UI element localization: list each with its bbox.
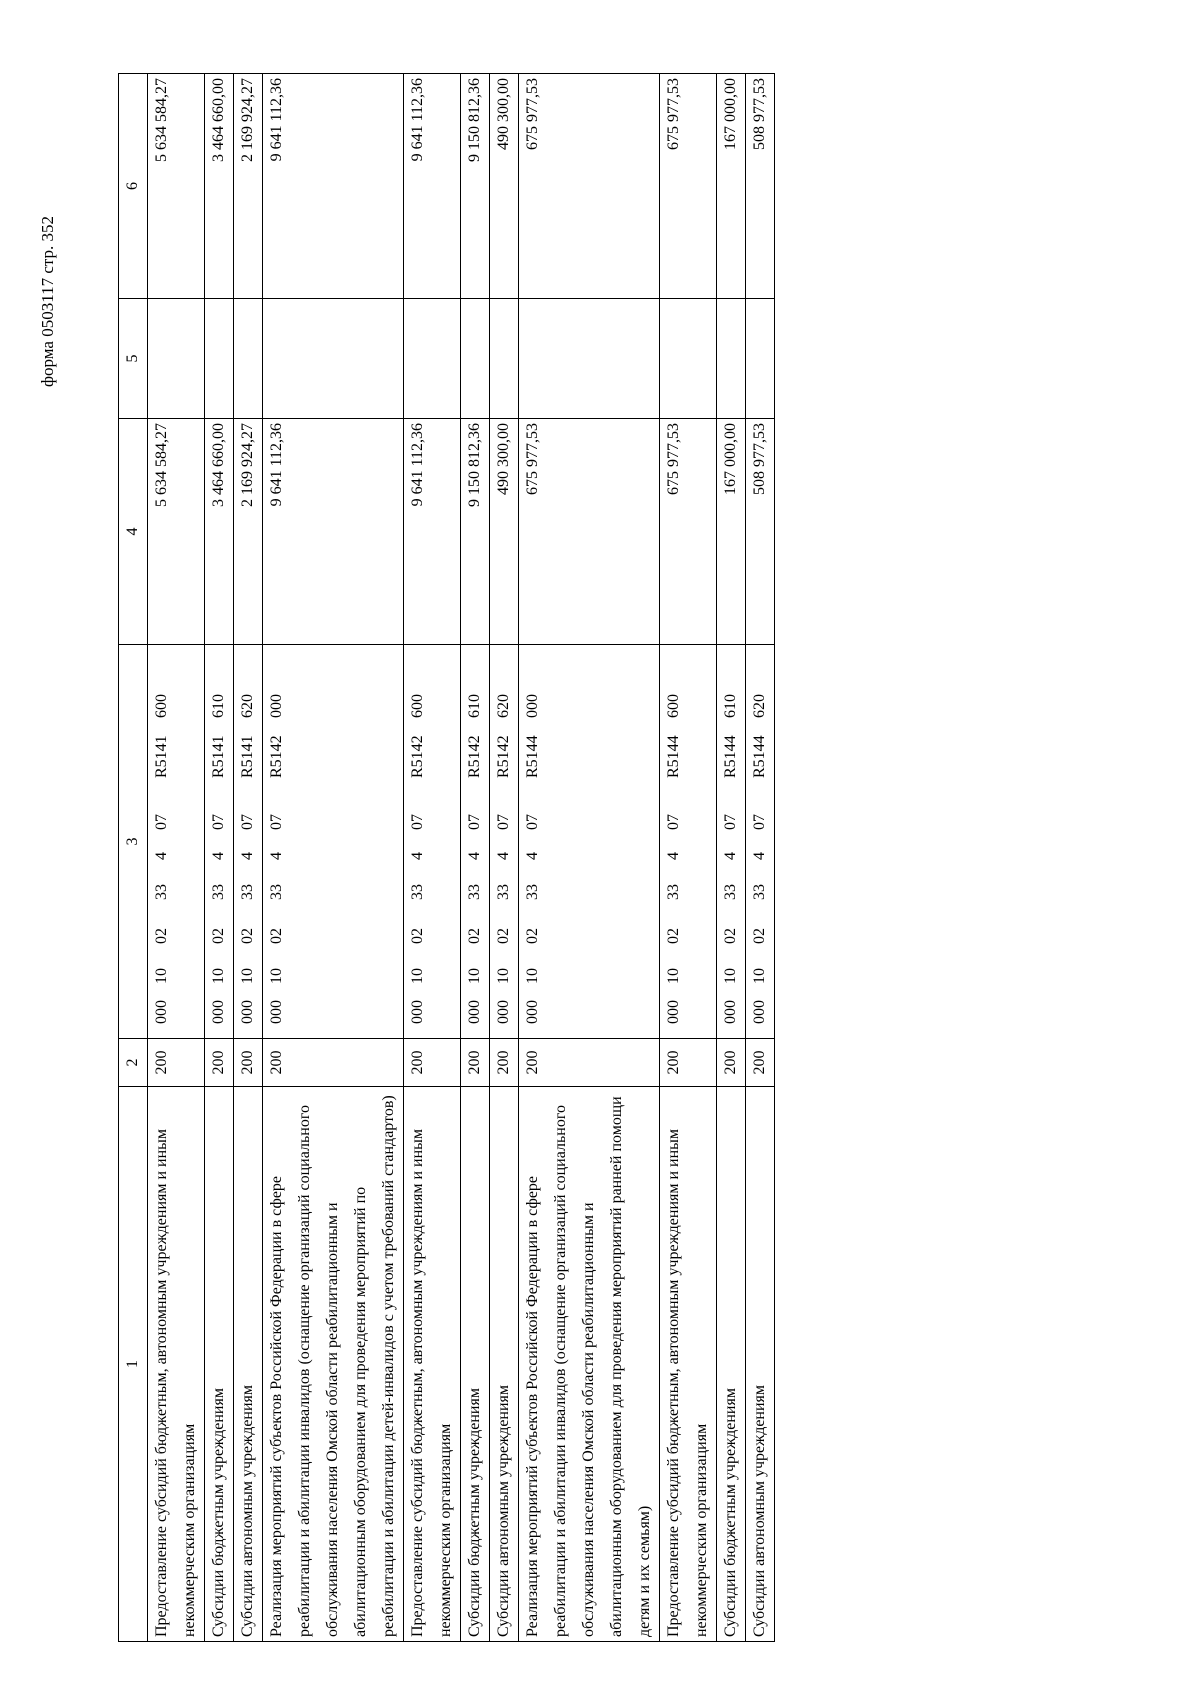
row-name: Предоставление субсидий бюджетным, автономным учреждениям и иным некоммерческим организациям — [404, 1087, 461, 1642]
code-part: 33 — [409, 884, 426, 900]
code-part: 33 — [153, 884, 170, 900]
header-col-3: 3 — [119, 645, 148, 1039]
code-part: 610 — [466, 694, 483, 718]
code-part: 10 — [268, 968, 285, 984]
code-part: 10 — [409, 968, 426, 984]
row-line-code: 200 — [660, 1039, 717, 1087]
table-body — [148, 74, 775, 1642]
code-part: 07 — [524, 814, 541, 830]
code-part: R5142 — [409, 735, 426, 778]
code-part: 000 — [409, 1000, 426, 1024]
code-part: 000 — [466, 1000, 483, 1024]
header-row — [119, 74, 148, 1642]
row-budget-code — [746, 645, 775, 1039]
code-part: 10 — [466, 968, 483, 984]
code-part: 600 — [665, 694, 682, 718]
row-budget-code — [461, 645, 490, 1039]
row-line-code: 200 — [234, 1039, 263, 1087]
code-part: 000 — [239, 1000, 256, 1024]
code-part: 000 — [722, 1000, 739, 1024]
code-part: 4 — [268, 852, 285, 860]
row-unexecuted-amount: 9 641 112,36 — [263, 74, 404, 299]
code-part: 02 — [239, 928, 256, 944]
code-part: 4 — [466, 852, 483, 860]
row-line-code: 200 — [490, 1039, 519, 1087]
code-part: R5141 — [210, 735, 227, 778]
code-part: 33 — [466, 884, 483, 900]
code-part: 33 — [239, 884, 256, 900]
row-unexecuted-amount: 508 977,53 — [746, 74, 775, 299]
row-line-code: 200 — [148, 1039, 205, 1087]
code-part: 07 — [210, 814, 227, 830]
code-part: 620 — [495, 694, 512, 718]
code-part: R5142 — [268, 735, 285, 778]
code-part: 07 — [409, 814, 426, 830]
code-part: 4 — [751, 852, 768, 860]
row-col5 — [519, 299, 660, 419]
row-col5 — [148, 299, 205, 419]
row-line-code: 200 — [404, 1039, 461, 1087]
code-part: R5144 — [665, 735, 682, 778]
code-part: 02 — [722, 928, 739, 944]
row-name: Субсидии автономным учреждениям — [746, 1087, 775, 1642]
row-approved-amount: 9 150 812,36 — [461, 419, 490, 645]
row-line-code: 200 — [205, 1039, 234, 1087]
row-col5 — [717, 299, 746, 419]
row-budget-code — [404, 645, 461, 1039]
code-part: 000 — [268, 694, 285, 718]
code-part: 4 — [210, 852, 227, 860]
row-col5 — [234, 299, 263, 419]
code-part: 33 — [722, 884, 739, 900]
row-unexecuted-amount: 675 977,53 — [660, 74, 717, 299]
code-part: 000 — [524, 694, 541, 718]
row-line-code: 200 — [461, 1039, 490, 1087]
code-part: 10 — [524, 968, 541, 984]
row-name: Субсидии бюджетным учреждениям — [461, 1087, 490, 1642]
row-approved-amount: 9 641 112,36 — [404, 419, 461, 645]
row-line-code: 200 — [263, 1039, 404, 1087]
code-part: 33 — [751, 884, 768, 900]
code-part: 10 — [210, 968, 227, 984]
table-row — [263, 74, 404, 1642]
row-approved-amount: 167 000,00 — [717, 419, 746, 645]
code-part: 07 — [466, 814, 483, 830]
code-part: 600 — [409, 694, 426, 718]
table-row — [490, 74, 519, 1642]
table-row — [660, 74, 717, 1642]
row-unexecuted-amount: 5 634 584,27 — [148, 74, 205, 299]
row-approved-amount: 490 300,00 — [490, 419, 519, 645]
row-approved-amount: 675 977,53 — [519, 419, 660, 645]
code-part: 610 — [210, 694, 227, 718]
code-part: 620 — [751, 694, 768, 718]
row-name: Субсидии автономным учреждениям — [234, 1087, 263, 1642]
row-approved-amount: 5 634 584,27 — [148, 419, 205, 645]
code-part: 07 — [751, 814, 768, 830]
row-name: Реализация мероприятий субъектов Российской Федерации в сфере реабилитации и абилитации инвалидов (оснащение организаций социального обслуживания населения Омской области реабилитационным и абилитационным оборудованием для проведения мероприятий по реабилитации и абилитации детей-инвалидов с учетом требований стандартов) — [263, 1087, 404, 1642]
row-col5 — [490, 299, 519, 419]
code-part: R5144 — [751, 735, 768, 778]
code-part: 33 — [524, 884, 541, 900]
header-col-1: 1 — [119, 1087, 148, 1642]
row-col5 — [404, 299, 461, 419]
table-row — [519, 74, 660, 1642]
row-unexecuted-amount: 9 150 812,36 — [461, 74, 490, 299]
code-part: 10 — [665, 968, 682, 984]
row-unexecuted-amount: 2 169 924,27 — [234, 74, 263, 299]
row-unexecuted-amount: 490 300,00 — [490, 74, 519, 299]
row-name: Реализация мероприятий субъектов Российской Федерации в сфере реабилитации и абилитации инвалидов (оснащение организаций социального обслуживания населения Омской области реабилитационным и абилитационным оборудованием для проведения мероприятий ранней помощи детям и их семьям) — [519, 1087, 660, 1642]
code-part: 000 — [153, 1000, 170, 1024]
code-part: 4 — [495, 852, 512, 860]
row-approved-amount: 3 464 660,00 — [205, 419, 234, 645]
row-approved-amount: 508 977,53 — [746, 419, 775, 645]
table-row — [234, 74, 263, 1642]
budget-table — [118, 73, 775, 1642]
code-part: 07 — [665, 814, 682, 830]
row-budget-code — [205, 645, 234, 1039]
code-part: 10 — [751, 968, 768, 984]
row-budget-code — [490, 645, 519, 1039]
code-part: R5144 — [722, 735, 739, 778]
code-part: 000 — [268, 1000, 285, 1024]
row-line-code: 200 — [519, 1039, 660, 1087]
code-part: 620 — [239, 694, 256, 718]
row-col5 — [205, 299, 234, 419]
code-part: 02 — [495, 928, 512, 944]
row-name: Субсидии автономным учреждениям — [490, 1087, 519, 1642]
code-part: 10 — [239, 968, 256, 984]
code-part: 02 — [751, 928, 768, 944]
code-part: 02 — [153, 928, 170, 944]
code-part: 000 — [751, 1000, 768, 1024]
table-row — [717, 74, 746, 1642]
code-part: 610 — [722, 694, 739, 718]
code-part: 000 — [210, 1000, 227, 1024]
code-part: 33 — [268, 884, 285, 900]
code-part: 07 — [268, 814, 285, 830]
code-part: 02 — [665, 928, 682, 944]
code-part: 10 — [722, 968, 739, 984]
code-part: 4 — [524, 852, 541, 860]
code-part: 02 — [210, 928, 227, 944]
row-name: Субсидии бюджетным учреждениям — [205, 1087, 234, 1642]
code-part: 4 — [153, 852, 170, 860]
row-line-code: 200 — [746, 1039, 775, 1087]
code-part: 000 — [524, 1000, 541, 1024]
table-row — [746, 74, 775, 1642]
code-part: 4 — [239, 852, 256, 860]
code-part: R5142 — [466, 735, 483, 778]
row-col5 — [263, 299, 404, 419]
row-name: Предоставление субсидий бюджетным, автономным учреждениям и иным некоммерческим организациям — [148, 1087, 205, 1642]
row-col5 — [746, 299, 775, 419]
table-row — [461, 74, 490, 1642]
code-part: 10 — [153, 968, 170, 984]
code-part: 02 — [409, 928, 426, 944]
code-part: 07 — [153, 814, 170, 830]
table-row — [205, 74, 234, 1642]
code-part: 33 — [210, 884, 227, 900]
code-part: R5141 — [153, 735, 170, 778]
code-part: 000 — [495, 1000, 512, 1024]
row-unexecuted-amount: 167 000,00 — [717, 74, 746, 299]
code-part: 4 — [722, 852, 739, 860]
row-budget-code — [519, 645, 660, 1039]
row-unexecuted-amount: 3 464 660,00 — [205, 74, 234, 299]
code-part: R5144 — [524, 735, 541, 778]
row-name: Субсидии бюджетным учреждениям — [717, 1087, 746, 1642]
table-row — [148, 74, 205, 1642]
row-unexecuted-amount: 9 641 112,36 — [404, 74, 461, 299]
code-part: 02 — [268, 928, 285, 944]
row-line-code: 200 — [717, 1039, 746, 1087]
code-part: 600 — [153, 694, 170, 718]
row-approved-amount: 675 977,53 — [660, 419, 717, 645]
code-part: R5141 — [239, 735, 256, 778]
header-col-4: 4 — [119, 419, 148, 645]
form-label: форма 0503117 стр. 352 — [38, 216, 57, 387]
row-name: Предоставление субсидий бюджетным, автономным учреждениям и иным некоммерческим организациям — [660, 1087, 717, 1642]
row-budget-code — [660, 645, 717, 1039]
code-part: 07 — [722, 814, 739, 830]
code-part: 02 — [524, 928, 541, 944]
row-approved-amount: 9 641 112,36 — [263, 419, 404, 645]
code-part: 4 — [665, 852, 682, 860]
code-part: 000 — [665, 1000, 682, 1024]
row-approved-amount: 2 169 924,27 — [234, 419, 263, 645]
row-budget-code — [717, 645, 746, 1039]
code-part: 07 — [495, 814, 512, 830]
row-budget-code — [263, 645, 404, 1039]
row-col5 — [461, 299, 490, 419]
code-part: 10 — [495, 968, 512, 984]
table-row — [404, 74, 461, 1642]
row-unexecuted-amount: 675 977,53 — [519, 74, 660, 299]
row-budget-code — [234, 645, 263, 1039]
header-col-2: 2 — [119, 1039, 148, 1087]
code-part: 07 — [239, 814, 256, 830]
code-part: 4 — [409, 852, 426, 860]
header-col-6: 6 — [119, 74, 148, 299]
code-part: 33 — [665, 884, 682, 900]
code-part: 02 — [466, 928, 483, 944]
row-col5 — [660, 299, 717, 419]
row-budget-code — [148, 645, 205, 1039]
code-part: R5142 — [495, 735, 512, 778]
code-part: 33 — [495, 884, 512, 900]
header-col-5: 5 — [119, 299, 148, 419]
